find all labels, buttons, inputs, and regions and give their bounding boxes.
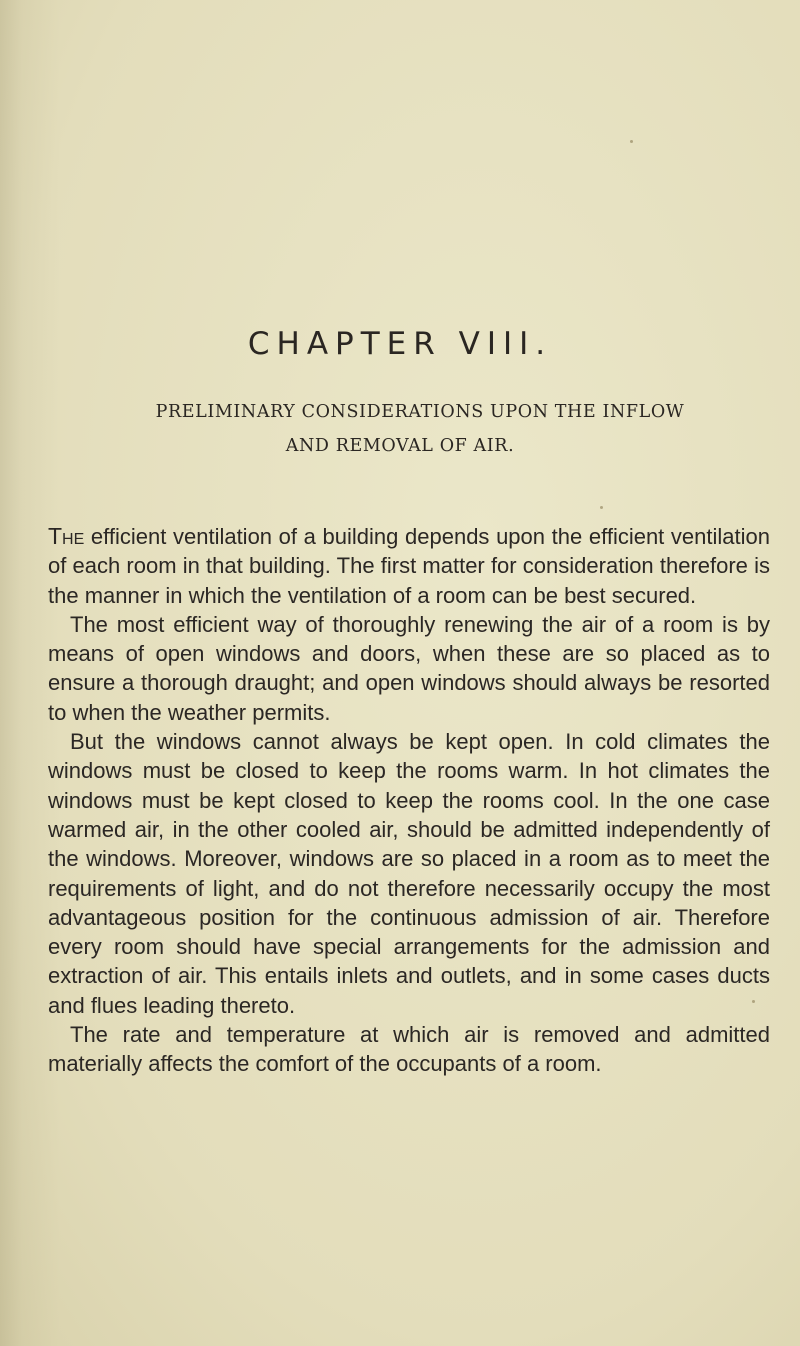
paragraph-3: But the windows cannot always be kept open. In cold climates the windows must be closed to keep the rooms warm. In hot climates the windows must be kept closed to keep the rooms cool. In the one case warmed air, in the other cooled air, should be admitted independently of the windows. Moreover, windows are so placed in a room as to meet the requirements of light, and do not therefore necessarily occupy the most advantageous position for the continuous admission of air. Therefore every room should have special arrangements for the admission and extraction of air. This entails inlets and outlets, and in some cases ducts and flues leading thereto. [48, 729, 770, 1018]
paragraph-text: efficient ventilation of a building depends upon the efficient ventilation of each room in that building. The first matter for consideration therefore is the manner in which the ventilation of a room can be best secured. [48, 524, 770, 608]
paragraph-lead-word: The [48, 523, 85, 549]
chapter-subtitle-line-2: AND REMOVAL OF AIR. [285, 436, 515, 456]
paper-speck [630, 140, 633, 143]
paper-speck [600, 506, 603, 509]
chapter-subtitle-line-1: PRELIMINARY CONSIDERATIONS UPON THE INFLOW [155, 402, 685, 422]
chapter-heading: CHAPTER VIII. [247, 326, 553, 362]
chapter-body [48, 522, 770, 1079]
paper-speck [752, 1000, 755, 1003]
paragraph-4: The rate and temperature at which air is removed and admitted materially affects the comfort of the occupants of a room. [48, 1022, 770, 1077]
paragraph-2: The most efficient way of thoroughly renewing the air of a room is by means of open windows and doors, when these are so placed as to ensure a thorough draught; and open windows should always be resorted to when the weather permits. [48, 611, 770, 725]
paragraph-1 [48, 522, 770, 610]
